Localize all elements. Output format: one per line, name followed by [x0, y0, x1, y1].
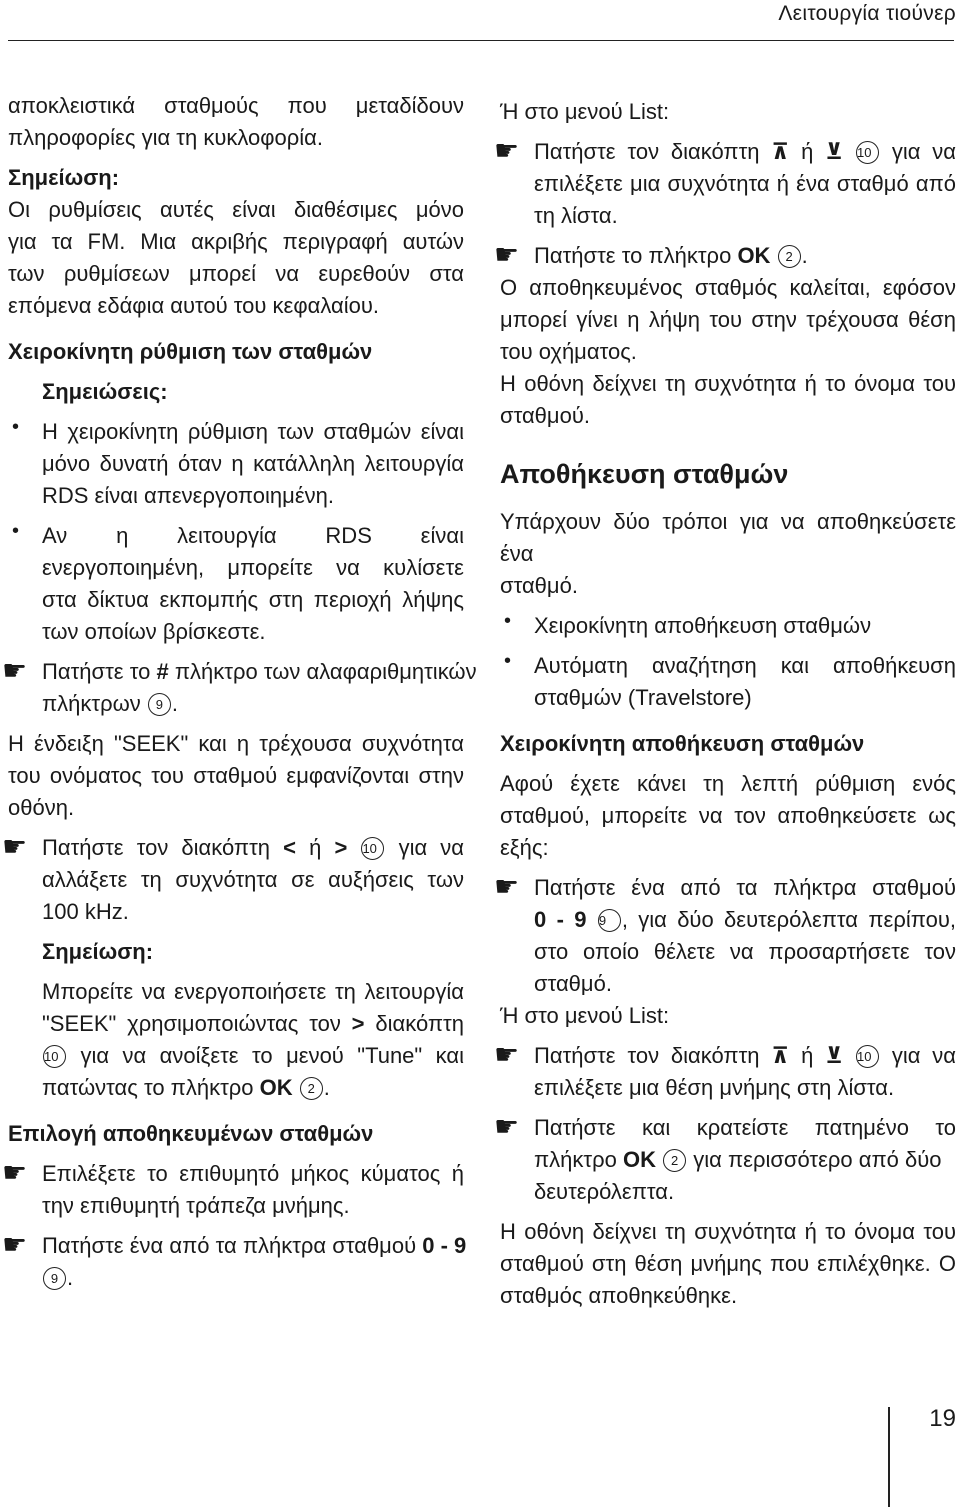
step-line: Πατήστε τον διακόπτη ⊼ ή ⊻ 10 για να: [534, 139, 956, 164]
paragraph-line: οθόνη.: [8, 795, 75, 820]
step-line: 9 .: [42, 1262, 464, 1294]
note-line: των ρυθμίσεων μπορεί να ευρεθούν στα: [8, 261, 464, 286]
pointing-hand-icon: ☛: [494, 1111, 520, 1142]
paragraph-line: σταθμό.: [500, 573, 578, 598]
step-line: την επιθυμητή τράπεζα μνήμης.: [42, 1193, 350, 1218]
paragraph-line: Η ένδειξη "SEEK" και η τρέχουσα συχνότητα: [8, 731, 464, 756]
paragraph-line: Ο αποθηκευμένος σταθμός καλείται, εφόσον: [500, 275, 956, 300]
pointing-hand-icon: ☛: [494, 1039, 520, 1070]
note-line: "SEEK" χρησιμοποιώντας τον > διακόπτη: [42, 1011, 464, 1036]
bullet-item: [8, 416, 464, 512]
step-line: πλήκτρο OK 2 για περισσότερο από δύο: [534, 1147, 942, 1172]
section-heading-store-stations: Αποθήκευση σταθμών: [500, 459, 789, 489]
arrow-right-icon: >: [334, 835, 348, 860]
key-number-badge: 2: [300, 1077, 323, 1100]
paragraph-line: σταθμού.: [500, 403, 590, 428]
key-number-badge: 10: [856, 1045, 879, 1068]
note-line: πατώντας το πλήκτρο OK 2 .: [42, 1075, 330, 1100]
footer-divider: [888, 1407, 890, 1507]
step-line: Επιλέξετε το επιθυμητό μήκος κύματος ή: [42, 1161, 464, 1186]
step-item: [494, 871, 956, 1000]
bullet-line: Αν η λειτουργία RDS είναι: [42, 523, 464, 548]
key-number-badge: 9: [43, 1267, 66, 1290]
bullet-dot: •: [12, 416, 20, 438]
bullet-line: σταθμών (Travelstore): [534, 685, 752, 710]
note-line: Μπορείτε να ενεργοποιήσετε τη λειτουργία: [42, 979, 464, 1004]
bullet-line: ενεργοποιημένη, μπορείτε να κυλίσετε: [42, 555, 464, 580]
intro-line: αποκλειστικά σταθμούς που μεταδίδουν: [8, 93, 464, 118]
step-line: Πατήστε ένα από τα πλήκτρα σταθμού 0 - 9: [42, 1233, 467, 1258]
pointing-hand-icon: ☛: [2, 655, 28, 686]
bullet-item: [500, 610, 956, 642]
arrow-down-icon: ⊻: [825, 139, 844, 164]
key-number-badge: 10: [43, 1045, 66, 1068]
paragraph-line: Ή στο μενού List:: [500, 1003, 670, 1028]
paragraph-line: σταθμού, μπορείτε να τον αποθηκεύσετε ως: [500, 803, 956, 828]
step-line: Πατήστε το πλήκτρο OK 2 .: [534, 243, 808, 268]
bullet-line: Αυτόματη αναζήτηση και αποθήκευση: [534, 653, 956, 678]
left-column: [2, 90, 477, 1294]
paragraph-line: μπορεί γίνει η λήψη του στην τρέχουσα θέση: [500, 307, 956, 332]
bullet-item: [8, 520, 464, 648]
step-item: [494, 135, 956, 232]
key-number-badge: 9: [598, 909, 621, 932]
pointing-hand-icon: ☛: [494, 871, 520, 902]
step-item: [2, 1229, 467, 1294]
intro-line: πληροφορίες για τη κυκλοφορία.: [8, 125, 324, 150]
note-line: για τα FM. Μια ακριβής περιγραφή αυτών: [8, 229, 464, 254]
paragraph-line: σταθμός αποθηκεύθηκε.: [500, 1283, 738, 1308]
step-item: [2, 831, 464, 928]
bullet-line: RDS είναι απενεργοποιημένη.: [42, 483, 334, 508]
paragraph-line: Η οθόνη δείχνει τη συχνότητα ή το όνομα του: [500, 1219, 956, 1244]
paragraph-line: Η οθόνη δείχνει τη συχνότητα ή το όνομα του: [500, 371, 956, 396]
note-line: 10 για να ανοίξετε το μενού "Tune" και: [44, 1043, 464, 1068]
step-line: τη λίστα.: [534, 203, 618, 228]
step-line: 100 kHz.: [42, 899, 129, 924]
arrow-left-icon: <: [283, 835, 297, 860]
section-heading-select-stored: Επιλογή αποθηκευμένων σταθμών: [8, 1121, 374, 1146]
hash-key: #: [156, 659, 169, 684]
section-heading-manual-tuning: Χειροκίνητη ρύθμιση των σταθμών: [8, 339, 373, 364]
key-range: 0 - 9: [534, 907, 587, 932]
step-item: [494, 239, 956, 272]
step-line: στο οποίο θέλετε να προσαρτήσετε τον: [534, 939, 956, 964]
paragraph-line: Υπάρχουν δύο τρόποι για να αποθηκεύσετε ένα: [500, 509, 956, 566]
paragraph-line: Αφού έχετε κάνει τη λεπτή ρύθμιση ενός: [500, 771, 956, 796]
note-line: επόμενα εδάφια αυτού του κεφαλαίου.: [8, 293, 380, 318]
key-number-badge: 10: [361, 837, 384, 860]
step-line: αλλάξετε τη συχνότητα σε αυξήσεις των: [42, 867, 464, 892]
key-range: 0 - 9: [422, 1233, 467, 1258]
arrow-up-icon: ⊼: [771, 1043, 790, 1068]
key-number-badge: 2: [778, 245, 801, 268]
bullet-line: των οποίων βρίσκεστε.: [42, 619, 266, 644]
step-item: [2, 655, 477, 720]
bullet-dot: •: [504, 650, 512, 672]
arrow-up-icon: ⊼: [771, 139, 790, 164]
bullet-item: [500, 650, 956, 714]
step-line: επιλέξετε μια συχνότητα ή ένα σταθμό από: [534, 171, 956, 196]
note-heading: Σημείωση:: [8, 165, 120, 190]
step-line: δευτερόλεπτα.: [534, 1179, 675, 1204]
bullet-line: μόνο δυνατή όταν η κατάλληλη λειτουργία: [42, 451, 464, 476]
step-line: 0 - 9 9 , για δύο δευτερόλεπτα περίπου,: [534, 907, 956, 932]
pointing-hand-icon: ☛: [494, 135, 520, 166]
key-number-badge: 10: [856, 141, 879, 164]
page-header-title: Λειτουργία τιούνερ: [778, 2, 956, 25]
paragraph-line: του ονόματος του σταθμού εμφανίζονται στην: [8, 763, 464, 788]
paragraph-line: σταθμού στη θέση μνήμης που επιλέχθηκε. Ο: [500, 1251, 956, 1276]
pointing-hand-icon: ☛: [2, 1157, 28, 1188]
right-column: [494, 96, 956, 1312]
arrow-down-icon: ⊻: [825, 1043, 844, 1068]
note-heading: Σημείωση:: [42, 939, 154, 964]
ok-key: OK: [622, 1147, 656, 1172]
ok-key: OK: [737, 243, 771, 268]
page-number: 19: [929, 1405, 956, 1432]
pointing-hand-icon: ☛: [2, 1229, 28, 1260]
paragraph-line: εξής:: [500, 835, 549, 860]
step-line: Πατήστε και κρατείστε πατημένο το: [534, 1115, 956, 1140]
pointing-hand-icon: ☛: [494, 239, 520, 270]
key-number-badge: 9: [148, 693, 171, 716]
ok-key: OK: [259, 1075, 293, 1100]
step-line: Πατήστε τον διακόπτη < ή > 10 για να: [42, 835, 464, 860]
step-item: [494, 1039, 956, 1104]
bullet-line: Χειροκίνητη αποθήκευση σταθμών: [534, 613, 872, 638]
step-line: Πατήστε το # πλήκτρο των αλαφαριθμητικών: [42, 659, 477, 684]
paragraph-line: Ή στο μενού List:: [500, 99, 670, 124]
note-line: Οι ρυθμίσεις αυτές είναι διαθέσιμες μόνο: [8, 197, 464, 222]
step-line: επιλέξετε μια θέση μνήμης στη λίστα.: [534, 1075, 895, 1100]
paragraph-line: του οχήματος.: [500, 339, 637, 364]
step-line: σταθμό.: [534, 971, 612, 996]
header-rule: [8, 40, 954, 41]
step-item: [2, 1157, 464, 1222]
step-line: πλήκτρων 9 .: [42, 691, 179, 716]
step-line: Πατήστε τον διακόπτη ⊼ ή ⊻ 10 για να: [534, 1043, 956, 1068]
bullet-line: στα δίκτυα εκπομπής στη περιοχή λήψης: [42, 587, 464, 612]
step-line: Πατήστε ένα από τα πλήκτρα σταθμού: [534, 875, 956, 900]
pointing-hand-icon: ☛: [2, 831, 28, 862]
bullet-dot: •: [504, 610, 512, 632]
note-block: [8, 976, 464, 1104]
arrow-right-icon: >: [351, 1011, 365, 1036]
bullet-dot: •: [12, 520, 20, 542]
step-item: [494, 1111, 956, 1208]
bullet-line: Η χειροκίνητη ρύθμιση των σταθμών είναι: [42, 419, 464, 444]
notes-heading: Σημειώσεις:: [42, 379, 168, 404]
key-number-badge: 2: [663, 1149, 686, 1172]
section-heading-manual-store: Χειροκίνητη αποθήκευση σταθμών: [500, 731, 865, 756]
